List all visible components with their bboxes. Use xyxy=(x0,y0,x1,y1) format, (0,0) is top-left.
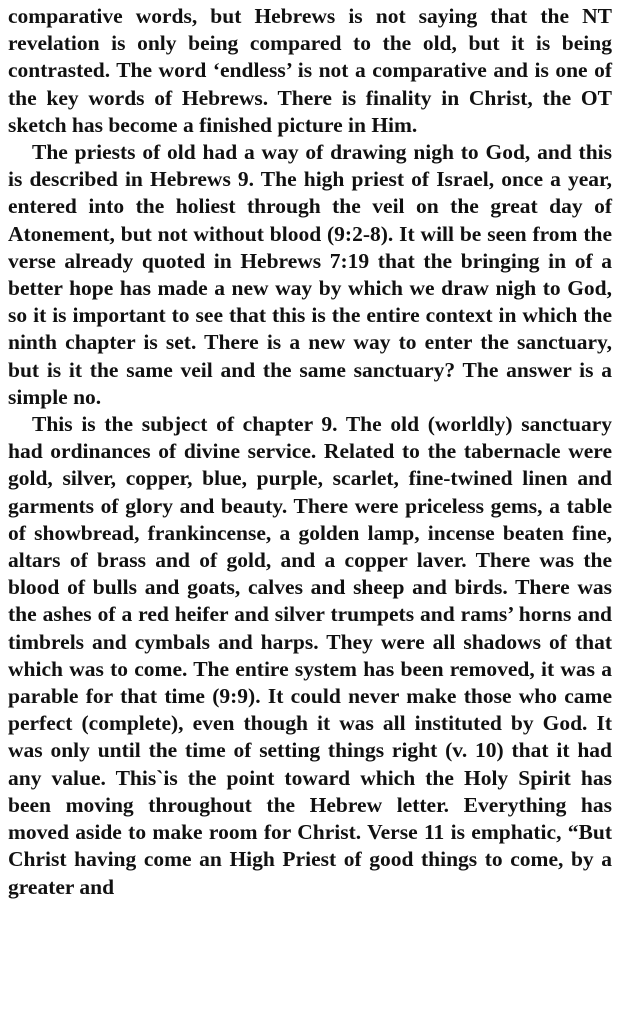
paragraph-priests-of-old: The priests of old had a way of drawing nigh to God, and this is described in Hebrews 9. The high priest of Israel, once a year, entered into the holiest through the veil on the great day of Atonement, but not without blood (9:2-8). It will be seen from the verse already quoted in Hebrews 7:19 that the bringing in of a better hope has made a new way by which we draw nigh to God, so it is important to see that this is the entire context in which the ninth chapter is set. There is a new way to enter the sanctuary, but is it the same veil and the same sanctuary? The answer is a simple no. xyxy=(8,140,612,409)
body-text xyxy=(8,3,612,901)
paragraph-continued: comparative words, but Hebrews is not saying that the NT revelation is only being compared to the old, but it is being contrasted. The word ‘endless’ is not a comparative and is one of the key words of Hebrews. There is finality in Christ, the OT sketch has become a finished picture in Him. xyxy=(8,4,612,137)
paragraph-chapter-9: This is the subject of chapter 9. The old (worldly) sanctuary had ordinances of divine service. Related to the tabernacle were gold, silver, copper, blue, purple, scarlet, fine-twined linen and garments of glory and beauty. There were priceless gems, a table of showbread, frankincense, a golden lamp, incense beaten fine, altars of brass and of gold, and a copper laver. There was the blood of bulls and goats, calves and sheep and birds. There was the ashes of a red heifer and silver trumpets and rams’ horns and timbrels and cymbals and harps. They were all shadows of that which was to come. The entire system has been removed, it was a parable for that time (9:9). It could never make those who came perfect (complete), even though it was all instituted by God. It was only until the time of setting things right (v. 10) that it had any value. This`is the point toward which the Holy Spirit has been moving throughout the Hebrew letter. Everything has moved aside to make room for Christ. Verse 11 is emphatic, “But Christ having come an High Priest of good things to come, by a greater and xyxy=(8,412,612,899)
